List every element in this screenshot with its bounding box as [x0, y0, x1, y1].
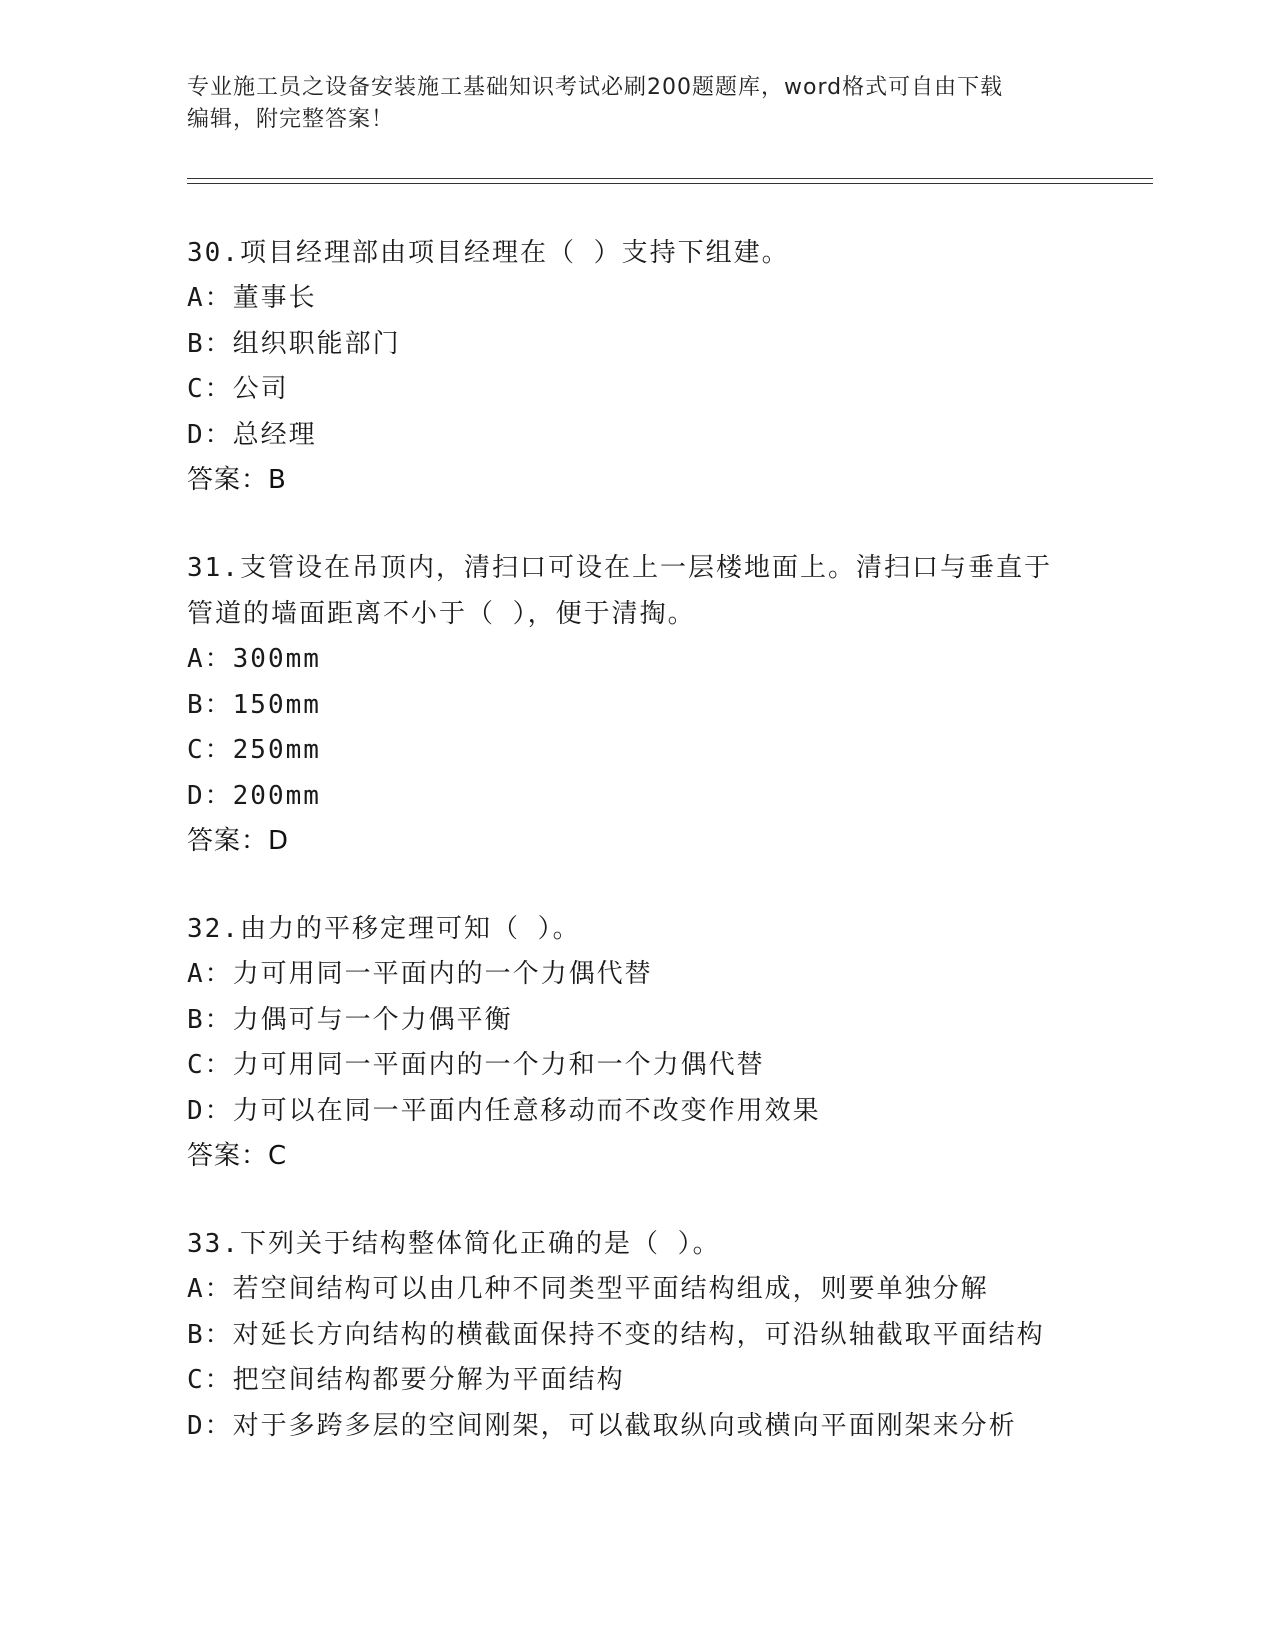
option-b: B：对延长方向结构的横截面保持不变的结构，可沿纵轴截取平面结构	[187, 1319, 1045, 1350]
question-33	[187, 1221, 1087, 1449]
question-stem: 32.由力的平移定理可知（ ）。	[187, 914, 581, 944]
option-b: B：力偶可与一个力偶平衡	[187, 1004, 513, 1035]
header-rule-top	[187, 178, 1153, 179]
question-31	[187, 545, 1087, 864]
header-line-2: 编辑，附完整答案！	[187, 107, 395, 132]
question-32	[187, 906, 1087, 1179]
option-c: C：把空间结构都要分解为平面结构	[187, 1365, 625, 1395]
question-stem-line-2: 管道的墙面距离不小于（ ），便于清掏。	[187, 599, 696, 629]
header-line-1: 专业施工员之设备安装施工基础知识考试必刷200题题库，word格式可自由下载	[187, 75, 1004, 100]
option-a: A：若空间结构可以由几种不同类型平面结构组成，则要单独分解	[187, 1274, 989, 1304]
option-a: A：300mm	[187, 644, 321, 674]
option-d: D：力可以在同一平面内任意移动而不改变作用效果	[187, 1095, 821, 1126]
question-stem: 33.下列关于结构整体简化正确的是（ ）。	[187, 1229, 721, 1259]
question-30	[187, 230, 1087, 503]
document-header	[187, 72, 1067, 136]
option-c: C：公司	[187, 374, 289, 404]
option-b: B：150mm	[187, 689, 321, 720]
option-c: C：力可用同一平面内的一个力和一个力偶代替	[187, 1050, 765, 1080]
answer-label: 答案：C	[187, 1141, 288, 1171]
answer-label: 答案：B	[187, 465, 287, 495]
header-rule-bottom	[187, 183, 1153, 184]
option-b: B：组织职能部门	[187, 328, 401, 359]
question-stem: 30.项目经理部由项目经理在（ ）支持下组建。	[187, 238, 790, 268]
option-d: D：总经理	[187, 419, 317, 450]
option-d: D：对于多跨多层的空间刚架，可以截取纵向或横向平面刚架来分析	[187, 1410, 1017, 1441]
question-stem-line-1: 31.支管设在吊顶内，清扫口可设在上一层楼地面上。清扫口与垂直于	[187, 553, 1052, 583]
option-d: D：200mm	[187, 780, 321, 811]
option-a: A：力可用同一平面内的一个力偶代替	[187, 959, 653, 989]
option-a: A：董事长	[187, 283, 317, 313]
option-c: C：250mm	[187, 735, 321, 765]
question-list	[187, 230, 1087, 1491]
answer-label: 答案：D	[187, 826, 290, 856]
